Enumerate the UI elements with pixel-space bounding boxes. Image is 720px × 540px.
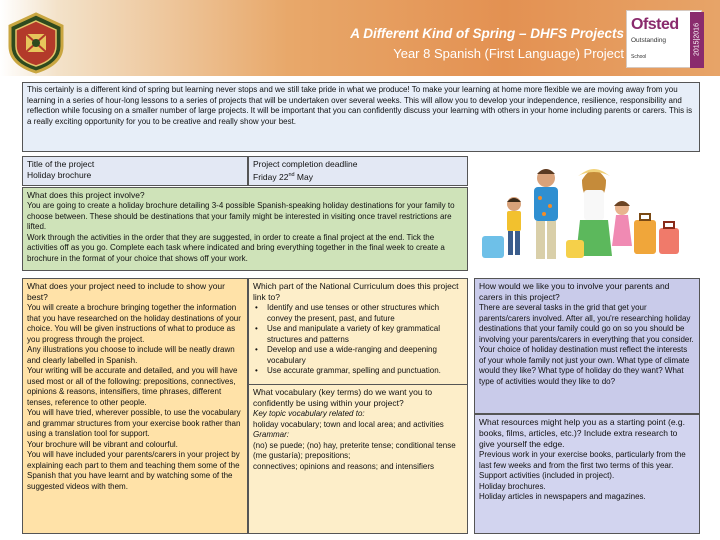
- vocab-paragraph-2: (no) se puede; (no) hay, preterite tense; conditional tense (me gustaría); prepositions;: [253, 440, 456, 460]
- project-title-value: Holiday brochure: [27, 170, 92, 180]
- page-subtitle: Year 8 Spanish (First Language) Project: [393, 46, 624, 61]
- school-crest-icon: [6, 12, 66, 74]
- vocab-paragraph-3: connectives; opinions and reasons; and intensifiers: [253, 461, 434, 471]
- list-item: Support activities (included in project).: [479, 471, 615, 480]
- list-item: • Use accurate grammar, spelling and punctuation.: [255, 366, 441, 375]
- vocab-grammar-label: Grammar:: [253, 430, 289, 439]
- bullet: •: [255, 345, 258, 354]
- project-title-box: [22, 156, 248, 186]
- ofsted-wordmark: Ofsted: [631, 16, 679, 33]
- deadline-ordinal: nd: [288, 172, 295, 178]
- intro-text: This certainly is a different kind of spring but learning never stops and we still take pride in what we produce! To make your learning at home more flexible we are moving away from you learning in a series of hour-long lessons to a series of projects that will be undertaken over several weeks. This will allow you to develop your independence, resilience, responsibility and reflection while focusing on a smaller number of large projects. It will be important that you can confidently discuss your learning with others in your home including parents or carers. This is a really exciting opportunity for you to be creative and really show your best.: [27, 85, 693, 126]
- resources-heading: What resources might help you as a starting point (e.g. books, films, articles, etc.)? Include extra research to give yourself the edge.: [479, 417, 685, 449]
- involve-paragraph-2: Work through the activities in the order that they are suggested, in order to create a final project at the end. Tick the activities off as you go. Complete each task where indicated and bring everything together in the final week to create a brochure in the format of your choice that shows off your work.: [27, 232, 445, 263]
- include-heading: What does your project need to include to show your best?: [27, 281, 225, 302]
- involve-heading: What does this project involve?: [27, 190, 145, 200]
- list-item: • Identify and use tenses or other structures which convey the present, past, and future: [255, 303, 440, 323]
- vocabulary-box: [248, 384, 468, 534]
- involve-paragraph-1: You are going to create a holiday brochure detailing 3-4 possible Spanish-speaking holiday destinations for your family to choose between. These should be destinations that your family might be interested in visiting once travel restrictions are lifted.: [27, 201, 455, 231]
- deadline-month: May: [294, 171, 313, 182]
- parents-heading: How would we like you to involve your parents and carers in this project?: [479, 281, 670, 302]
- bullet: •: [255, 303, 258, 312]
- list-item: Previous work in your exercise books, particularly from the last few weeks and from the first two terms of this year.: [479, 450, 686, 470]
- header-banner: [0, 0, 720, 76]
- list-item: • Use and manipulate a variety of key grammatical structures and patterns: [255, 324, 440, 344]
- project-title-label: Title of the project: [27, 159, 95, 169]
- list-item: • Develop and use a wide-ranging and deepening vocabulary: [255, 345, 437, 365]
- deadline-day: Friday 22: [253, 171, 289, 182]
- list-item: Holiday brochures.: [479, 481, 546, 491]
- include-paragraph-1: You will create a brochure bringing together the information that you have researched on the holiday destinations of your choice. You will be given instructions of what to produce as you progress through the project.: [27, 303, 241, 344]
- include-box: [22, 278, 248, 534]
- vocab-heading: What vocabulary (key terms) do we want you to confidently be using within your project?: [253, 387, 433, 408]
- include-paragraph-5: Your brochure will be vibrant and colourful.: [27, 439, 178, 449]
- include-paragraph-3: Your writing will be accurate and detailed, and you will have used most or all of the following: prepositions, connectives, opinions & reasons, intensifiers, time phrases, different tenses, reference to other people.: [27, 366, 238, 407]
- vocab-subheading: Key topic vocabulary related to:: [253, 409, 365, 418]
- ofsted-rating: Outstanding: [631, 37, 667, 44]
- include-paragraph-6: You will have included your parents/carers in your project by explaining each part to them and teaching them some of the Spanish that you have learnt and by watching some of the suggested videos with them.: [27, 450, 240, 491]
- curriculum-heading: Which part of the National Curriculum does this project link to?: [253, 281, 459, 302]
- deadline-value: [253, 170, 463, 183]
- curriculum-list: [253, 303, 463, 377]
- family-holiday-illustration: [474, 156, 700, 274]
- bullet: •: [255, 324, 258, 333]
- include-paragraph-4: You will have tried, wherever possible, to use the vocabulary and grammar structures from your exercise book rather than using a translation tool for support.: [27, 408, 241, 438]
- resources-box: [474, 414, 700, 534]
- parents-box: [474, 278, 700, 414]
- list-item: Holiday articles in newspapers and magazines.: [479, 492, 646, 501]
- vocab-paragraph-1: holiday vocabulary; town and local area; and activities: [253, 419, 444, 429]
- page-title: A Different Kind of Spring – DHFS Projects: [350, 26, 624, 41]
- deadline-label: Project completion deadline: [253, 159, 358, 169]
- project-involve-box: [22, 187, 468, 271]
- ofsted-school: School: [631, 54, 647, 60]
- intro-box: [22, 82, 700, 152]
- bullet: •: [255, 366, 258, 375]
- ofsted-years: 2015|2016: [690, 12, 704, 68]
- include-paragraph-2: Any illustrations you choose to include will be neatly drawn and clearly labelled in Spanish.: [27, 345, 235, 365]
- deadline-box: [248, 156, 468, 186]
- parents-text: There are several tasks in the grid that get your parents/carers involved. After all, you're researching holiday destinations that your family could go on so you should be involving your parents/carers in everything that you consider. Your choice of holiday destination must reflect the interests of your whole family not just your own. What type of climate would they like? What type of holiday do they want? What type of activities would they like to do?: [479, 303, 694, 386]
